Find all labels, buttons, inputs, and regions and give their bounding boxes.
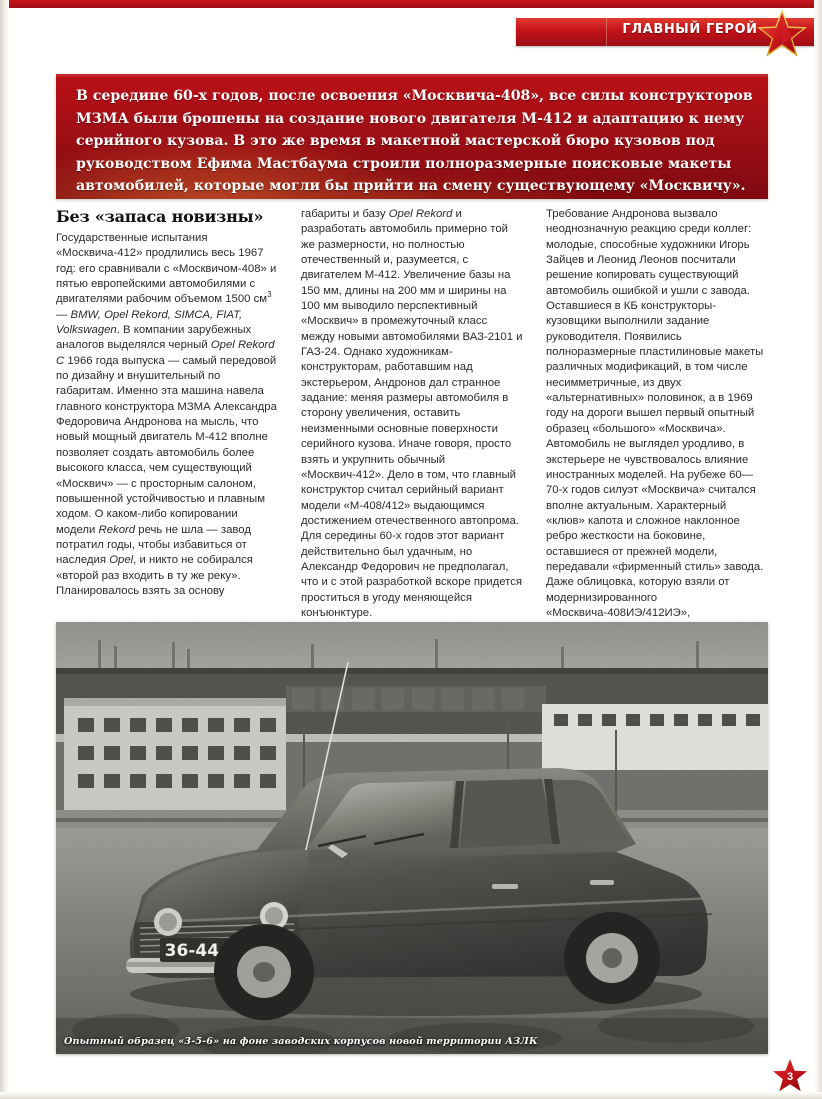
lead-text: В середине 60-х годов, после освоения «Москвича-408», все силы конструкторов МЗМА были брошены на создание нового двигателя М-412 и адаптацию к нему серийного кузова. В это же время в макетной мастерской бюро кузовов под руководством Ефима Мастбаума строили полноразмерные поисковые макеты автомобилей, которые могли бы прийти на смену существующему «Москвичу».: [76, 88, 753, 194]
lead-block: [56, 74, 768, 199]
text-column-3: [546, 207, 768, 619]
page-edge-bottom: [0, 1092, 822, 1099]
section-heading: Без «запаса новизны»: [56, 207, 264, 226]
photo-caption: Опытный образец «3-5-6» на фоне заводских корпусов новой территории АЗЛК: [64, 1036, 538, 1047]
page-folio: [772, 1058, 808, 1094]
page-edge-left: [0, 0, 9, 1099]
star-icon: [756, 8, 808, 58]
running-head-title: ГЛАВНЫЙ ГЕРОЙ: [622, 22, 758, 37]
page-number: 3: [786, 1070, 794, 1083]
page-edge-right: [814, 0, 822, 1099]
column-1-body: Государственные испытания «Москвича-412» продлились весь 1967 год: его сравнивали с «Москвичом-408» и пятью европейскими автомобилями с двигателями рабочим объемом 1500 $см^3$ — BMW, Opel Rekord, SIMCA, FIAT, Volkswagen. В компании зарубежных аналогов выделялся черный Opel Rekord C 1966 года выпуска — самый передовой по дизайну и внушительный по габаритам. Именно эта машина навела главного конструктора МЗМА Александра Федоровича Андронова на мысль, что новый мощный двигатель М-412 вполне позволяет создать автомобиль более высокого класса, чем существующий «Москвич» — с просторным салоном, повышенной устойчивостью и плавным ходом. О каком-либо копировании модели Rekord речь не шла — завод потратил годы, чтобы избавиться от наследия Opel, и никто не собирался «второй раз входить в ту же реку». Планировалось взять за основу: [56, 232, 277, 597]
text-column-1: [56, 207, 278, 612]
column-2-body: габариты и базу Opel Rekord и разработать автомобиль примерно той же размерности, но полностью отечественный и, разумеется, с двигателем М-412. Увеличение базы на 150 мм, длины на 200 мм и ширины на 100 мм выводило перспективный «Москвич» в промежуточный класс между новыми автомобилями ВАЗ-2101 и ГАЗ-24. Однако художникам-конструкторам, работавшим над экстерьером, Андронов дал странное задание: меняя размеры автомобиля в сторону увеличения, оставить неизменными основные поверхности серийного кузова. Иначе говоря, просто взять и укрупнить обычный «Москвич-412». Дело в том, что главный конструктор считал серийный вариант модели «М-408/412» выдающимся достижением отечественного автопрома. Для середины 60-х годов этот вариант действительно был удачным, но Александр Федорович не предполагал, что и с этой разработкой вскоре придется проститься в угоду меняющейся конъюнктуре.: [301, 208, 523, 619]
page-header: [0, 0, 822, 66]
text-column-2: [301, 207, 523, 619]
header-rule: [0, 0, 822, 8]
column-3-body: Требование Андронова вызвало неоднозначную реакцию среди коллег: молодые, способные художники Игорь Зайцев и Леонид Леонов посчитали решение копировать существующий автомобиль ошибкой и ушли с завода. Оставшиеся в КБ конструкторы-кузовщики выполнили задание руководителя. Появились полноразмерные пластилиновые макеты различных модификаций, в том числе несимметричные, из двух «альтернативных» половинок, а в 1969 году на дороги вышел первый опытный образец «большого» «Москвича». Автомобиль не выглядел уродливо, в экстерьере не чувствовалось влияние иностранных моделей. На рубеже 60—70-х годов силуэт «Москвича» считался вполне актуальным. Характерный «клюв» капота и сложное наклонное ребро жесткости на боковине, оставшиеся от прежней модели, передавали «фирменный стиль» завода. Даже облицовка, которую взяли от модернизированного «Москвича-408ИЭ/412ИЭ»,: [546, 208, 764, 619]
prototype-car-photo: [56, 622, 768, 1054]
article-columns: [56, 207, 768, 619]
